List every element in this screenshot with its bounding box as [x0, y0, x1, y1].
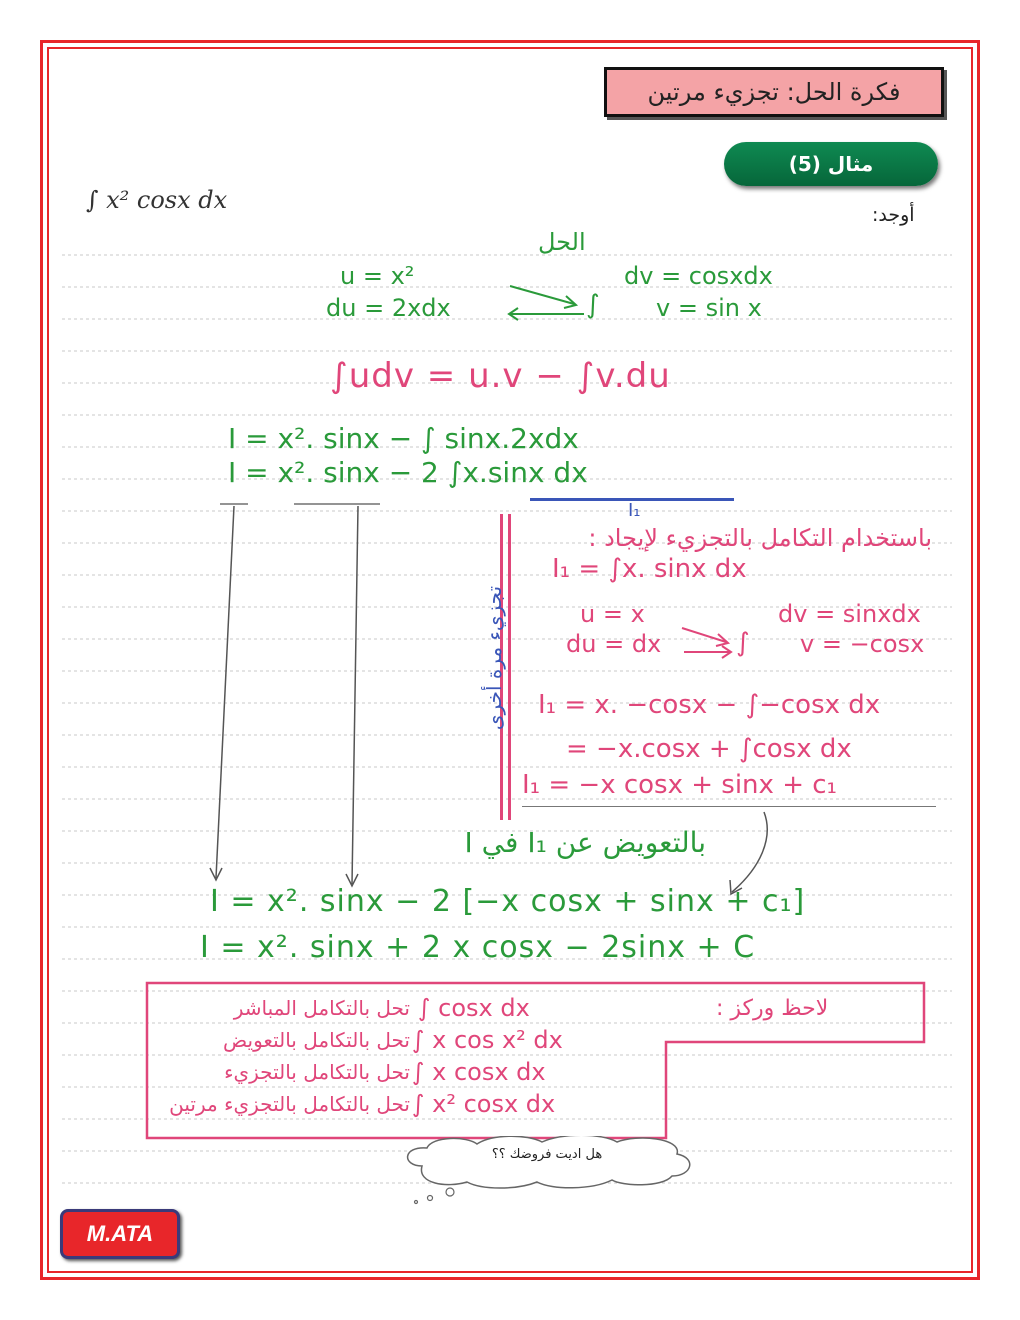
parts-formula: ∫udv = u.v − ∫v.du	[330, 356, 671, 396]
step-1: I = x². sinx − ∫ sinx.2xdx	[228, 422, 579, 455]
i1-step-2: = −x.cosx + ∫cosx dx	[566, 734, 852, 764]
u2-assignment: u = x	[580, 600, 645, 628]
solution-heading: الحل	[538, 228, 586, 256]
v-assignment: v = sin x	[656, 294, 762, 322]
find-label: أوجد:	[872, 204, 915, 226]
page-title: فكرة الحل: تجزيء مرتين	[647, 78, 901, 106]
i1-marker: I₁	[628, 500, 641, 521]
example-label: مثال (5)	[788, 152, 874, 176]
u-assignment: u = x²	[340, 262, 415, 290]
i1-definition: I₁ = ∫x. sinx dx	[552, 554, 747, 584]
final-answer: I = x². sinx + 2 x cosx − 2sinx + C	[200, 930, 756, 965]
notice-label: لاحظ وركز :	[716, 996, 829, 1021]
divider-line-2	[508, 514, 511, 820]
cloud-text: هل اديت فروضك ؟؟	[491, 1147, 603, 1162]
author-logo	[60, 1209, 180, 1259]
dv2-assignment: dv = sinxdx	[778, 600, 921, 628]
i1-result-underline	[522, 806, 936, 807]
notice-expr-4: ∫ x² cosx dx	[412, 1090, 556, 1118]
integrate-symbol: ∫	[586, 290, 600, 320]
side-note: تجزيء مرة أخرى	[482, 585, 506, 731]
example-badge	[724, 142, 938, 186]
final-step-1: I = x². sinx − 2 [−x cosx + sinx + c₁]	[210, 884, 806, 919]
arrow-icon	[504, 282, 594, 322]
i1-result: I₁ = −x cosx + sinx + c₁	[522, 770, 837, 800]
substitution-arrows	[200, 500, 380, 900]
du-assignment: du = 2xdx	[326, 294, 451, 322]
substitute-note: بالتعويض عن I₁ في I	[464, 826, 706, 859]
v2-assignment: v = −cosx	[800, 630, 925, 658]
step-2: I = x². sinx − 2 ∫x.sinx dx	[228, 456, 588, 489]
notice-note-1: تحل بالتكامل المباشر	[233, 996, 410, 1020]
notice-expr-2: ∫ x cos x² dx	[412, 1026, 563, 1054]
du2-assignment: du = dx	[566, 630, 662, 658]
notice-note-2: تحل بالتكامل بالتعويض	[223, 1028, 410, 1052]
notice-expr-1: ∫ cosx dx	[418, 994, 530, 1022]
question-integral: ∫ x² cosx dx	[86, 186, 228, 214]
notice-note-3: تحل بالتكامل بالتجزيء	[224, 1060, 410, 1084]
logo-text: M.ATA	[86, 1221, 154, 1246]
notice-expr-3: ∫ x cosx dx	[412, 1058, 546, 1086]
dv-assignment: dv = cosxdx	[624, 262, 773, 290]
title-box	[604, 67, 944, 117]
arrow-icon-2	[680, 624, 736, 660]
i1-intro: باستخدام التكامل بالتجزيء لإيجاد :	[588, 524, 932, 552]
i1-step-1: I₁ = x. −cosx − ∫−cosx dx	[538, 690, 881, 720]
notice-note-4: تحل بالتكامل بالتجزيء مرتين	[169, 1092, 410, 1116]
integrate-symbol-2: ∫	[736, 628, 750, 658]
